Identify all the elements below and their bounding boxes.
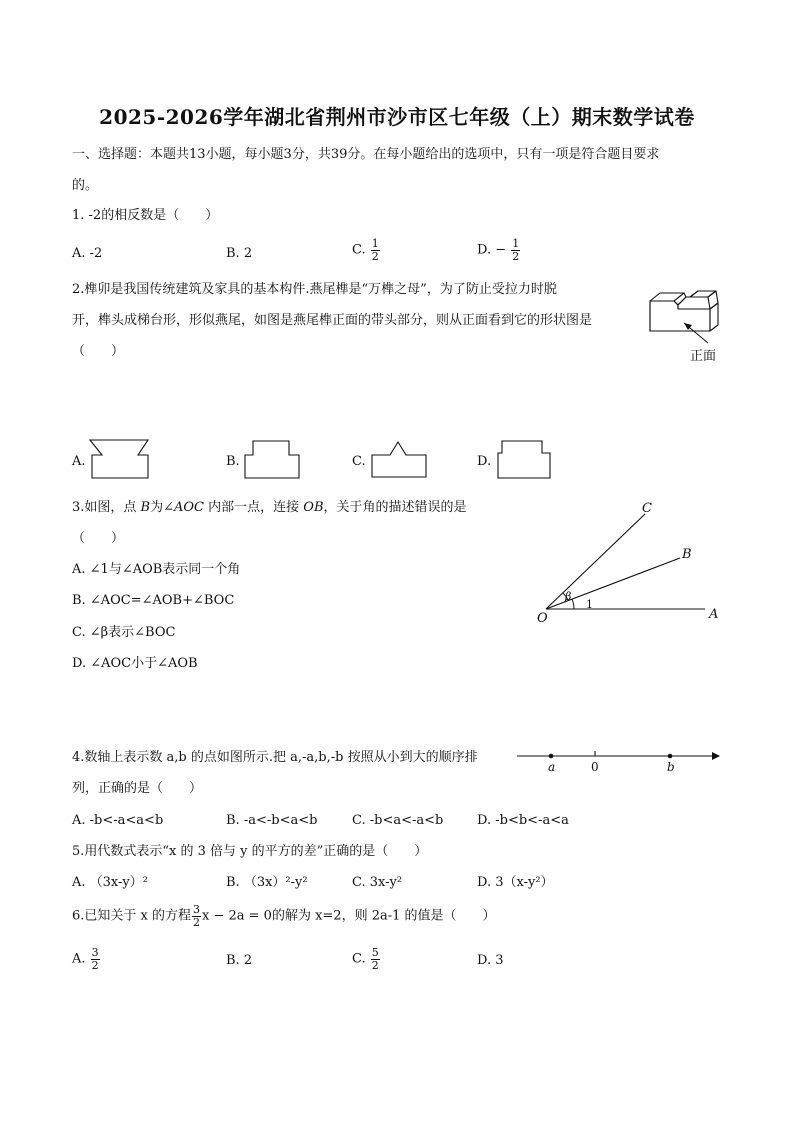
q1-c-numerator: 1 (371, 237, 379, 250)
q3-text-3: 内部一点，连接 (204, 500, 304, 515)
q5-stem: 5.用代数式表示“x 的 3 倍与 y 的平方的差”正确的是（ ） (72, 844, 428, 859)
front-view-label: 正面 (690, 349, 717, 364)
q4-option-a: A. -b<-a<a<b (72, 813, 164, 828)
q6-equation-fraction (192, 904, 201, 928)
label-beta: β (565, 590, 572, 603)
q5-option-a: A. （3x-y）² (72, 875, 148, 890)
label-a: a (548, 760, 556, 774)
q6-option-c-prefix: C. (352, 951, 366, 967)
section-heading-line1: 一、选择题：本题共13小题，每小题3分，共39分。在每小题给出的选项中，只有一项是符合题目要求 (72, 147, 660, 162)
q3-text-4: ，关于角的描述错误的是 (323, 500, 467, 515)
axis-arrow (712, 752, 720, 760)
dovetail-tenon-figure (640, 283, 730, 365)
q1-stem: 1. -2的相反数是（ ） (72, 208, 219, 223)
q6-stem (72, 904, 496, 928)
q3-option-c: C. ∠β表示∠BOC (72, 625, 176, 640)
q4-line2: 列，正确的是（ ） (72, 781, 203, 796)
label-o: O (537, 611, 548, 626)
q6-option-c (352, 947, 381, 971)
q1-d-denominator: 2 (512, 249, 520, 263)
q6-c-denominator: 2 (371, 958, 379, 972)
q1-c-denominator: 2 (371, 249, 379, 263)
q2-line3: （ ） (72, 344, 125, 359)
q3-option-a: A. ∠1与∠AOB表示同一个角 (72, 562, 241, 577)
label-zero: 0 (591, 760, 599, 774)
q1-option-d-prefix: D. − (477, 242, 507, 258)
q3-segment-ob: OB (303, 500, 324, 515)
q3-line1 (72, 501, 467, 514)
label-c: C (642, 501, 652, 516)
q6-option-a (72, 947, 101, 971)
q6-option-a-prefix: A. (72, 951, 86, 967)
label-a: A (709, 607, 719, 622)
q6-option-b: B. 2 (226, 953, 253, 968)
q3-text-2: 为∠ (150, 500, 175, 515)
q1-option-d-fraction (511, 238, 520, 262)
q3-text-1: 3.如图，点 (72, 500, 141, 515)
q6-option-c-fraction (371, 947, 380, 971)
q3-angle-figure (530, 496, 730, 626)
q6-stem-part2: x − 2a = 0的解为 x=2，则 2a-1 的值是（ ） (202, 908, 496, 924)
q1-option-b: B. 2 (226, 246, 253, 261)
q2-option-a-shape (88, 439, 154, 481)
q2-line1: 2.榫卯是我国传统建筑及家具的基本构件.燕尾榫是“万榫之母”，为了防止受拉力时脱 (72, 282, 557, 297)
q6-eq-numerator: 3 (193, 903, 200, 916)
point-a (549, 754, 554, 759)
q4-option-c: C. -b<a<-a<b (352, 813, 444, 828)
q4-line1: 4.数轴上表示数 a,b 的点如图所示.把 a,-a,b,-b 按照从小到大的顺序排 (72, 750, 478, 765)
q3-line2: （ ） (72, 531, 125, 546)
label-b: B (682, 547, 692, 562)
q2-option-c-shape (368, 438, 430, 480)
label-one: 1 (586, 598, 593, 611)
section-heading-line2: 的。 (72, 178, 99, 193)
q6-stem-part1: 6.已知关于 x 的方程 (72, 908, 191, 924)
ray-oc (546, 514, 645, 609)
q1-option-c-fraction (371, 238, 380, 262)
q6-option-d: D. 3 (477, 953, 504, 968)
q6-option-a-fraction (91, 947, 100, 971)
q1-option-a: A. -2 (72, 246, 103, 261)
q1-option-d (477, 238, 521, 262)
point-b (668, 754, 673, 759)
q6-a-numerator: 3 (91, 946, 99, 959)
q2-option-d-label: D. (477, 454, 492, 469)
q2-option-d-shape (494, 439, 556, 481)
q3-option-d: D. ∠AOC小于∠AOB (72, 656, 198, 671)
q3-angle-aoc: AOC (174, 500, 205, 515)
q3-option-b: B. ∠AOC=∠AOB+∠BOC (72, 593, 235, 608)
q3-point-b: B (140, 500, 151, 515)
q2-option-a-label: A. (72, 454, 86, 469)
q6-eq-denominator: 2 (193, 915, 200, 929)
q4-option-b: B. -a<-b<a<b (226, 813, 318, 828)
q5-option-b: B. （3x）²-y² (226, 875, 308, 890)
q6-c-numerator: 5 (371, 946, 379, 959)
q2-option-c-label: C. (352, 454, 366, 469)
number-line (515, 745, 725, 775)
q1-option-c-prefix: C. (352, 242, 366, 258)
q1-option-c (352, 238, 381, 262)
label-b: b (667, 760, 675, 774)
q2-option-b-label: B. (226, 454, 240, 469)
q1-d-numerator: 1 (512, 237, 520, 250)
q6-a-denominator: 2 (91, 958, 99, 972)
q2-line2: 开，榫头成梯台形，形似燕尾，如图是燕尾榫正面的带头部分，则从正面看到它的形状图是 (72, 313, 593, 328)
page-title: 2025-2026学年湖北省荆州市沙市区七年级（上）期末数学试卷 (99, 105, 695, 129)
q5-option-d: D. 3（x-y²） (477, 875, 554, 890)
q5-option-c: C. 3x-y² (352, 875, 403, 890)
q2-option-b-shape (243, 439, 305, 481)
q4-option-d: D. -b<b<-a<a (477, 813, 569, 828)
